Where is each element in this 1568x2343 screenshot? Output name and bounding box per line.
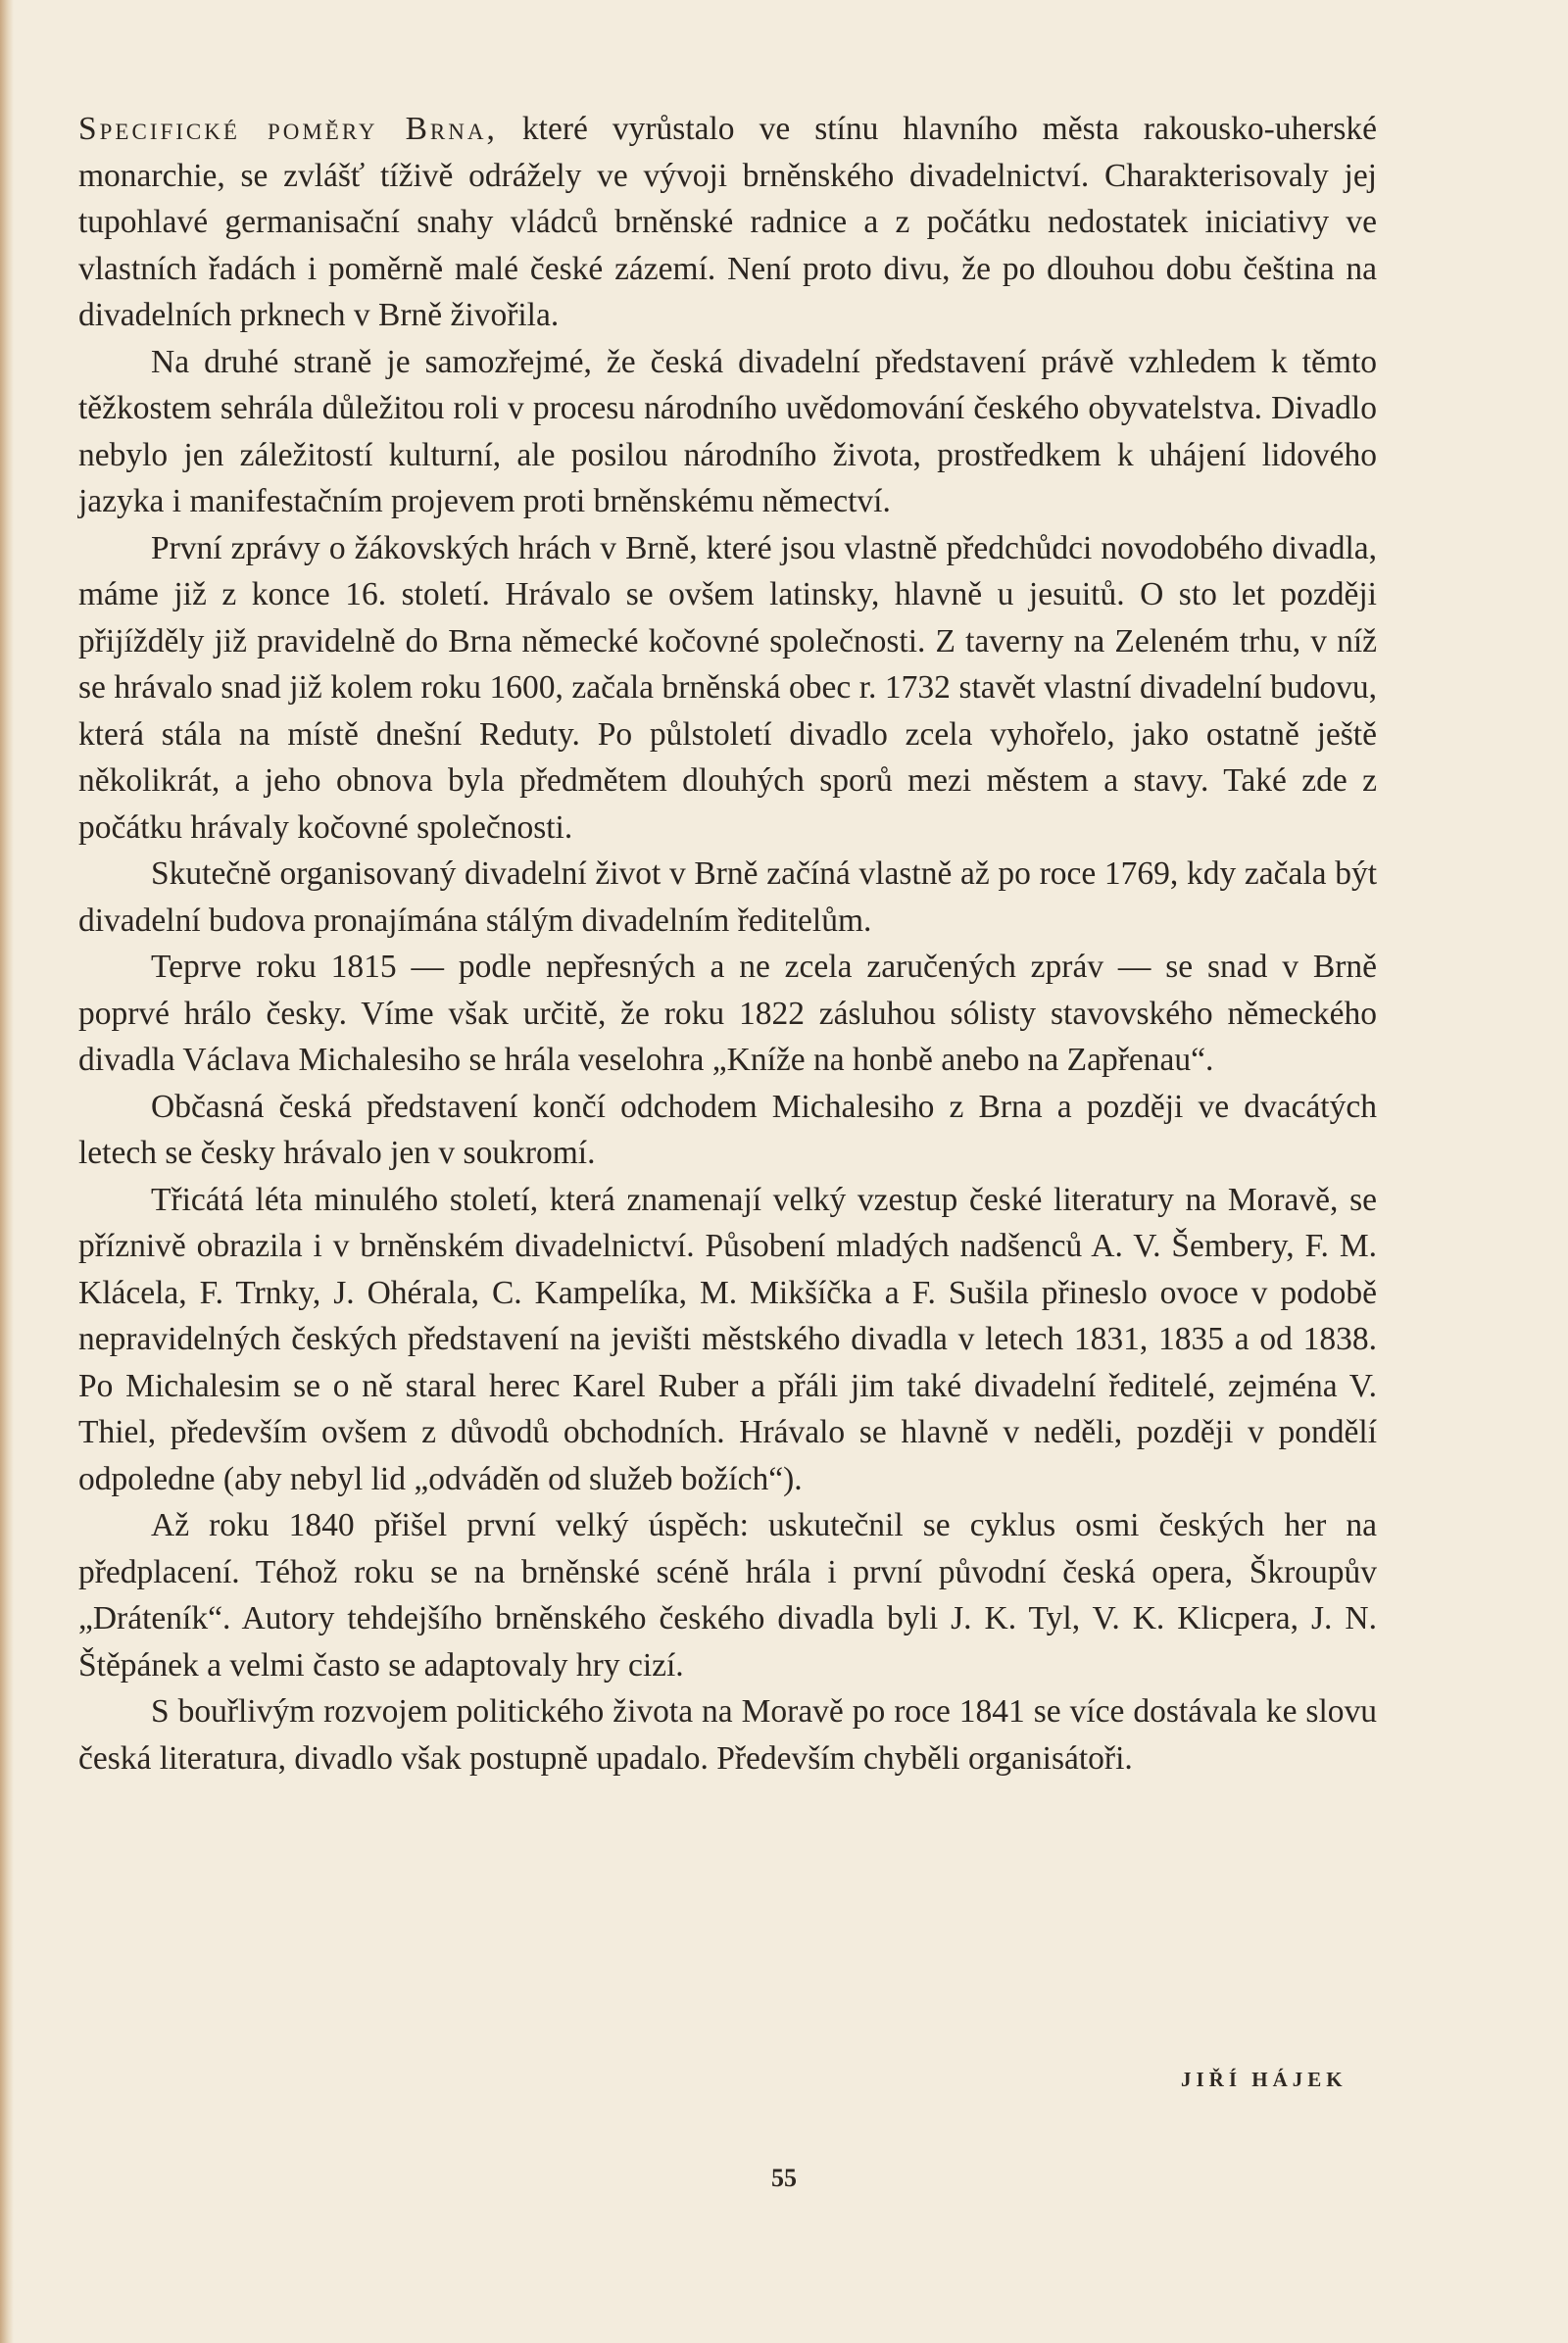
page-number: 55	[771, 2164, 797, 2192]
paragraph-1	[78, 106, 1377, 339]
paragraph-3: První zprávy o žákovských hrách v Brně, které jsou vlastně předchůdci novodobého divadla, máme již z konce 16. století. Hrávalo se ovšem latinsky, hlavně u jesuitů. O sto let později přijížděly již pravidelně do Brna německé kočovné společnosti. Z taverny na Zeleném trhu, v níž se hrávalo snad již kolem roku 1600, začala brněnská obec r. 1732 stavět vlastní divadelní budovu, která stála na místě dnešní Reduty. Po půlstoletí divadlo zcela vyhořelo, jako ostatně ještě několikrát, a jeho obnova byla předmětem dlouhých sporů mezi městem a stavy. Také zde z počátku hrávaly kočovné společnosti.	[78, 529, 1377, 846]
article-body	[78, 106, 1377, 1782]
lead-rest: které vyrůstalo ve stínu hlavního města rakousko-uherské monarchie, se zvlášť tíživě odrážely ve vývoji brněnského divadelnictví. Charakterisovaly jej tupohlavé germanisační snahy vládců brněnské radnice a z počátku nedostatek iniciativy ve vlastních řadách i poměrně malé české zázemí. Není proto divu, že po dlouhou dobu čeština na divadelních prknech v Brně živořila.	[78, 111, 1377, 333]
author-signature: JIŘÍ HÁJEK	[1181, 2068, 1348, 2091]
paragraph-2: Na druhé straně je samozřejmé, že česká divadelní představení právě vzhledem k těmto těžkostem sehrála důležitou roli v procesu národního uvědomování českého obyvatelstva. Divadlo nebylo jen záležitostí kulturní, ale posilou národního života, prostředkem k uhájení lidového jazyka i manifestačním projevem proti brněnskému němectví.	[78, 343, 1377, 519]
paragraph-4: Skutečně organisovaný divadelní život v Brně začíná vlastně až po roce 1769, kdy začala být divadelní budova pronajímána stálým divadelním ředitelům.	[78, 855, 1377, 939]
lead-smallcaps: Specifické poměry Brna,	[78, 111, 498, 147]
paragraph-5: Teprve roku 1815 — podle nepřesných a ne zcela zaručených zpráv — se snad v Brně poprvé hrálo česky. Víme však určitě, že roku 1822 zásluhou sólisty stavovského německého divadla Václava Michalesiho se hrála veselohra „Kníže na honbě anebo na Zapřenau“.	[78, 949, 1377, 1078]
paragraph-8: Až roku 1840 přišel první velký úspěch: uskutečnil se cyklus osmi českých her na předplacení. Téhož roku se na brněnské scéně hrála i první původní česká opera, Škroupův „Dráteník“. Autory tehdejšího brněnského českého divadla byli J. K. Tyl, V. K. Klicpera, J. N. Štěpánek a velmi často se adaptovaly hry cizí.	[78, 1507, 1377, 1684]
paragraph-7: Třicátá léta minulého století, která znamenají velký vzestup české literatury na Moravě, se příznivě obrazila i v brněnském divadelnictví. Působení mladých nadšenců A. V. Šembery, F. M. Klácela, F. Trnky, J. Ohérala, C. Kampelíka, M. Mikšíčka a F. Sušila přineslo ovoce v podobě nepravidelných českých představení na jevišti městského divadla v letech 1831, 1835 a od 1838. Po Michalesim se o ně staral herec Karel Ruber a přáli jim také divadelní ředitelé, zejména V. Thiel, především ovšem z důvodů obchodních. Hrávalo se hlavně v neděli, později v pondělí odpoledne (aby nebyl lid „odváděn od služeb božích“).	[78, 1181, 1377, 1497]
paragraph-9: S bouřlivým rozvojem politického života na Moravě po roce 1841 se více dostávala ke slovu česká literatura, divadlo však postupně upadalo. Především chyběli organisátoři.	[78, 1693, 1377, 1777]
page-binding-edge	[0, 0, 14, 2343]
paragraph-6: Občasná česká představení končí odchodem Michalesiho z Brna a později ve dvacátých letech se česky hrávalo jen v soukromí.	[78, 1088, 1377, 1171]
